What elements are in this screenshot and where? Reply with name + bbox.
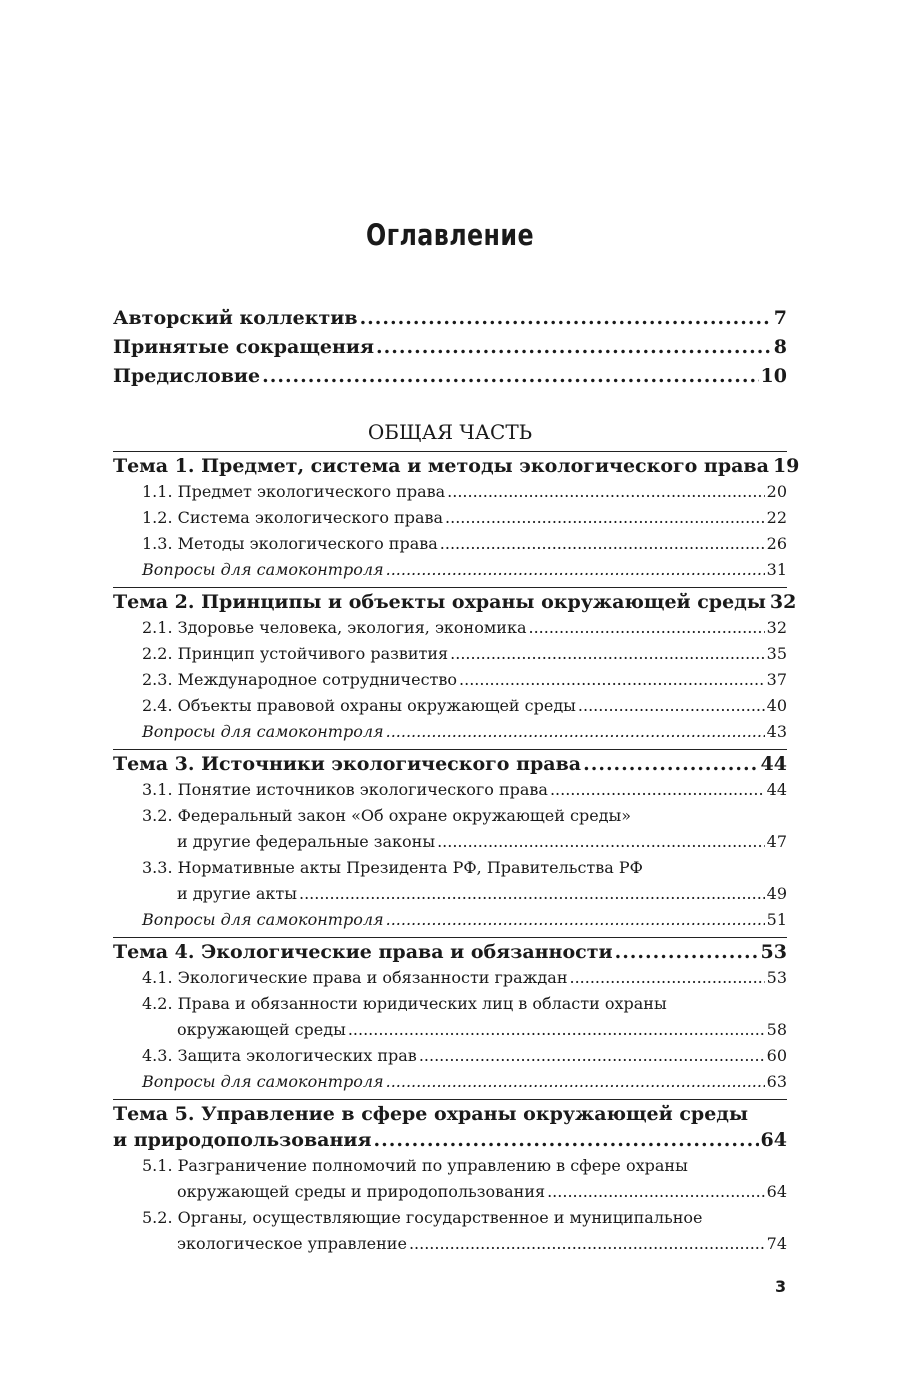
toc-page-number: 53: [766, 968, 787, 987]
toc-entry-title: окружающей среды и природопользования: [177, 1182, 546, 1201]
leader-dots: [529, 615, 765, 641]
toc-page-number: 26: [766, 534, 787, 553]
leader-dots: [459, 667, 765, 693]
leader-dots: [386, 719, 765, 745]
toc-entry-title: 3.1. Понятие источников экологического права: [142, 780, 548, 799]
toc-entry-title: 2.2. Принцип устойчивого развития: [142, 644, 449, 663]
toc-entry-title: Принятые сокращения: [113, 336, 375, 358]
leader-dots: [437, 829, 765, 855]
leader-dots: [450, 641, 765, 667]
toc-page-number: 22: [766, 508, 787, 527]
leader-dots: [374, 1127, 759, 1153]
toc-page-number: 58: [766, 1020, 787, 1039]
toc-entry-abbreviations[interactable]: [113, 333, 787, 362]
toc-subentry-line[interactable]: 5.2. Органы, осуществляющие государственное и муниципальное: [142, 1208, 703, 1227]
topic-title[interactable]: [113, 939, 787, 965]
page-title: Оглавление: [365, 218, 535, 252]
leader-dots: [386, 1069, 765, 1095]
leader-dots: [445, 505, 765, 531]
toc-page-number: 40: [766, 696, 787, 715]
leader-dots: [262, 362, 758, 391]
toc-entry-title: Авторский коллектив: [113, 307, 358, 329]
toc-entry-title: Тема 3. Источники экологического права: [113, 753, 582, 775]
toc-page-number: 60: [766, 1046, 787, 1065]
toc-entry-title: 1.2. Система экологического права: [142, 508, 444, 527]
toc-page-number: 37: [766, 670, 787, 689]
toc-subentry[interactable]: [113, 1043, 787, 1069]
toc-entry-title: Вопросы для самоконтроля: [142, 1072, 384, 1091]
toc-page-number: 31: [766, 560, 787, 579]
toc-subentry[interactable]: [113, 615, 787, 641]
toc-entry-title: окружающей среды: [177, 1020, 346, 1039]
toc-page-number: 20: [766, 482, 787, 501]
toc-questions[interactable]: [113, 907, 787, 933]
toc-entry-title: 4.1. Экологические права и обязанности граждан: [142, 968, 568, 987]
toc-subentry-line[interactable]: 5.1. Разграничение полномочий по управлению в сфере охраны: [142, 1156, 688, 1175]
toc-page-number: 7: [773, 307, 787, 329]
leader-dots: [447, 479, 764, 505]
toc-subentry[interactable]: [113, 1179, 787, 1205]
toc-page-number: 49: [766, 884, 787, 903]
toc-subentry-line[interactable]: 4.2. Права и обязанности юридических лиц в области охраны: [142, 994, 667, 1013]
toc-entry-title: Вопросы для самоконтроля: [142, 910, 384, 929]
topic-title-line[interactable]: Тема 5. Управление в сфере охраны окружающей среды: [113, 1103, 749, 1125]
toc-subentry[interactable]: [113, 777, 787, 803]
toc-subentry-line[interactable]: 3.3. Нормативные акты Президента РФ, Правительства РФ: [142, 858, 643, 877]
topic-title[interactable]: [113, 589, 797, 615]
toc-subentry-line[interactable]: 3.2. Федеральный закон «Об охране окружающей среды»: [142, 806, 632, 825]
toc-entry-title: Тема 4. Экологические права и обязанности: [113, 941, 613, 963]
leader-dots: [615, 939, 759, 965]
leader-dots: [440, 531, 765, 557]
toc-page-number: 64: [766, 1182, 787, 1201]
toc-subentry[interactable]: [113, 965, 787, 991]
toc-entry-title: 2.4. Объекты правовой охраны окружающей среды: [142, 696, 576, 715]
toc-entry-authors[interactable]: [113, 304, 787, 333]
toc-entry-title: и другие акты: [177, 884, 297, 903]
toc-subentry[interactable]: [113, 531, 787, 557]
topic-title[interactable]: [113, 1127, 787, 1153]
leader-dots: [348, 1017, 765, 1043]
toc-page-number: 32: [769, 591, 797, 613]
section-heading: ОБЩАЯ ЧАСТЬ: [367, 420, 533, 444]
toc-entry-title: 2.1. Здоровье человека, экология, экономика: [142, 618, 527, 637]
topic-2: [113, 587, 797, 745]
leader-dots: [550, 777, 765, 803]
toc-subentry[interactable]: [113, 479, 787, 505]
toc-questions[interactable]: [113, 557, 787, 583]
toc-page-number: 64: [760, 1129, 787, 1151]
toc-entry-title: Вопросы для самоконтроля: [142, 722, 384, 741]
leader-dots: [578, 693, 765, 719]
leader-dots: [569, 965, 764, 991]
toc-entry-title: Тема 1. Предмет, система и методы экологического права: [113, 455, 769, 477]
toc-page-number: 35: [766, 644, 787, 663]
toc-entry-title: экологическое управление: [177, 1234, 407, 1253]
toc-page-number: 51: [766, 910, 787, 929]
toc-subentry[interactable]: [113, 667, 787, 693]
leader-dots: [547, 1179, 765, 1205]
page-number: 3: [775, 1277, 787, 1296]
leader-dots: [583, 751, 758, 777]
leader-dots: [386, 907, 765, 933]
leader-dots: [360, 304, 772, 333]
toc-subentry[interactable]: [113, 829, 787, 855]
toc-subentry[interactable]: [113, 505, 787, 531]
toc-page-number: 47: [766, 832, 787, 851]
toc-page-number: 32: [766, 618, 787, 637]
toc-entry-title: 1.1. Предмет экологического права: [142, 482, 446, 501]
toc-page-number: 8: [773, 336, 787, 358]
toc-entry-title: 2.3. Международное сотрудничество: [142, 670, 458, 689]
toc-questions[interactable]: [113, 1069, 787, 1095]
toc-entry-title: и другие федеральные законы: [177, 832, 436, 851]
toc-entry-title: 4.3. Защита экологических прав: [142, 1046, 417, 1065]
toc-page-number: 19: [772, 455, 800, 477]
toc-entry-title: и природопользования: [113, 1129, 372, 1151]
leader-dots: [386, 557, 765, 583]
toc-subentry[interactable]: [113, 1231, 787, 1257]
toc-page-number: 44: [760, 753, 787, 775]
toc-page-number: 53: [760, 941, 787, 963]
toc-entry-preface[interactable]: [113, 362, 787, 391]
toc-page-number: 74: [766, 1234, 787, 1253]
toc-entry-title: Тема 2. Принципы и объекты охраны окружающей среды: [113, 591, 766, 613]
toc-entry-title: Предисловие: [113, 365, 261, 387]
leader-dots: [409, 1231, 765, 1257]
topic-4: [113, 937, 787, 1095]
toc-subentry[interactable]: [113, 641, 787, 667]
toc-page-number: 10: [760, 365, 787, 387]
toc-subentry[interactable]: [113, 881, 787, 907]
leader-dots: [419, 1043, 765, 1069]
leader-dots: [376, 333, 772, 362]
topic-title[interactable]: [113, 453, 800, 479]
table-of-contents: [113, 304, 800, 1257]
toc-subentry[interactable]: [113, 693, 787, 719]
toc-entry-title: Вопросы для самоконтроля: [142, 560, 384, 579]
topic-5: [113, 1099, 787, 1257]
toc-page-number: 43: [766, 722, 787, 741]
toc-subentry[interactable]: [113, 1017, 787, 1043]
toc-entry-title: 1.3. Методы экологического права: [142, 534, 438, 553]
toc-page-number: 44: [766, 780, 787, 799]
toc-questions[interactable]: [113, 719, 787, 745]
topic-1: [113, 451, 800, 583]
topic-title[interactable]: [113, 751, 787, 777]
toc-page-number: 63: [766, 1072, 787, 1091]
topic-3: [113, 749, 787, 933]
leader-dots: [299, 881, 765, 907]
